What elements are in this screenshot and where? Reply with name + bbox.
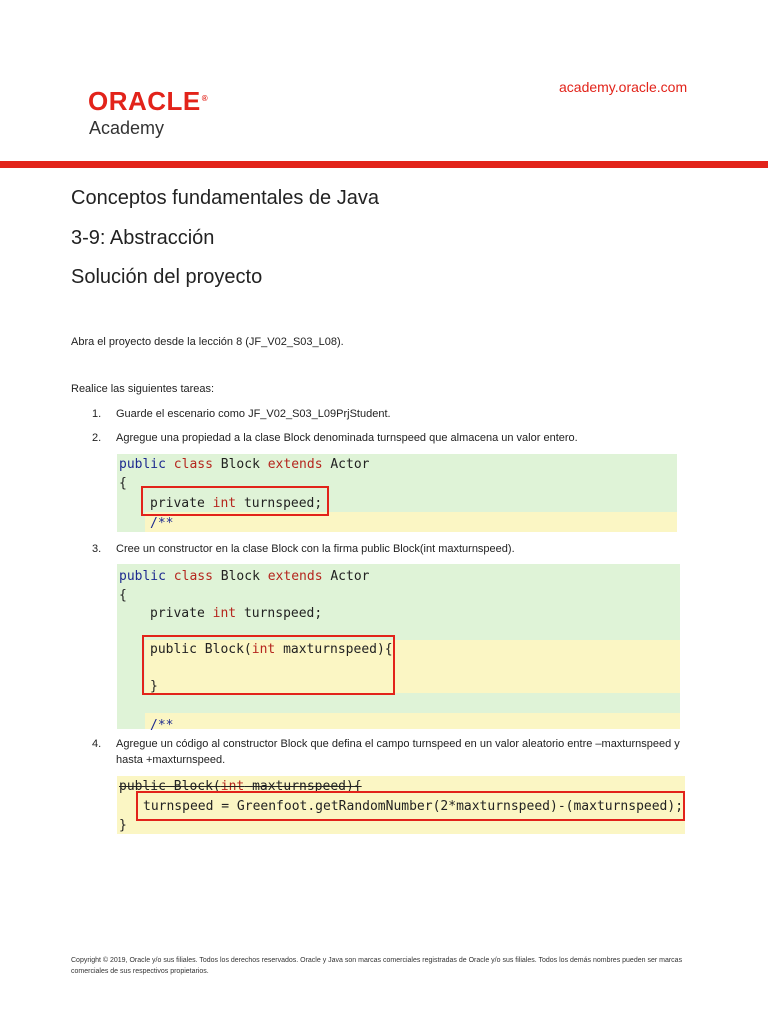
task-text: Agregue una propiedad a la clase Block denominada turnspeed que almacena un valor entero. (116, 432, 578, 444)
code-line: } (150, 679, 158, 694)
code-block-2 (117, 564, 680, 733)
academy-logo-text: Academy (89, 118, 165, 138)
code-line: private int turnspeed; (150, 606, 323, 621)
header-divider (0, 161, 768, 168)
task-text: Cree un constructor en la clase Block con la firma public Block(int maxturnspeed). (116, 543, 515, 555)
course-title: Conceptos fundamentales de Java (71, 187, 379, 209)
code-block-1 (117, 454, 677, 532)
code-line: public Block(int maxturnspeed){ (150, 642, 393, 657)
task-item-3 (92, 541, 704, 557)
section-title: Solución del proyecto (71, 266, 263, 288)
highlight-box (136, 791, 685, 821)
task-text: Guarde el escenario como JF_V02_S03_L09PrjStudent. (116, 408, 391, 420)
copyright-footer: Copyright © 2019, Oracle y/o sus filiales. Todos los derechos reservados. Oracle y Java son marcas comerciales registradas de Oracle y/o sus filiales. Todos los demás nombres pueden ser marcas comerciales de sus respectivos propietarios. (71, 957, 683, 975)
code-block-3 (117, 776, 685, 834)
tasks-label: Realice las siguientes tareas: (71, 383, 215, 395)
code-line: public Block(int maxturnspeed){ (119, 779, 362, 794)
highlight-box (142, 635, 395, 695)
code-bg-yellow (145, 713, 680, 729)
task-item-2 (92, 430, 704, 446)
lesson-title: 3-9: Abstracción (71, 227, 215, 249)
site-link[interactable]: academy.oracle.com (559, 79, 688, 95)
task-item-4 (92, 736, 704, 768)
highlight-box (141, 486, 329, 516)
task-number: 4. (92, 738, 102, 750)
registered-mark: ® (201, 94, 209, 103)
code-line: private int turnspeed; (150, 496, 323, 511)
oracle-logo-text: ORACLE (88, 86, 201, 116)
task-number: 2. (92, 432, 102, 444)
task-number: 3. (92, 543, 102, 555)
oracle-logo (88, 88, 208, 114)
code-line: public class Block extends Actor (119, 569, 370, 584)
code-comment: /** (150, 516, 174, 531)
code-line: { (119, 476, 127, 491)
task-number: 1. (92, 408, 102, 420)
code-comment: /** (150, 718, 174, 733)
code-line: } (119, 818, 127, 833)
task-text: Agregue un código al constructor Block que defina el campo turnspeed en un valor aleatorio entre –maxturnspeed y hasta +maxturnspeed. (116, 738, 680, 766)
intro-text: Abra el proyecto desde la lección 8 (JF_V02_S03_L08). (71, 336, 344, 348)
code-line: turnspeed = Greenfoot.getRandomNumber(2*maxturnspeed)-(maxturnspeed); (143, 799, 684, 814)
code-line: public class Block extends Actor (119, 457, 370, 472)
task-item-1 (92, 406, 704, 422)
code-line: { (119, 588, 127, 603)
